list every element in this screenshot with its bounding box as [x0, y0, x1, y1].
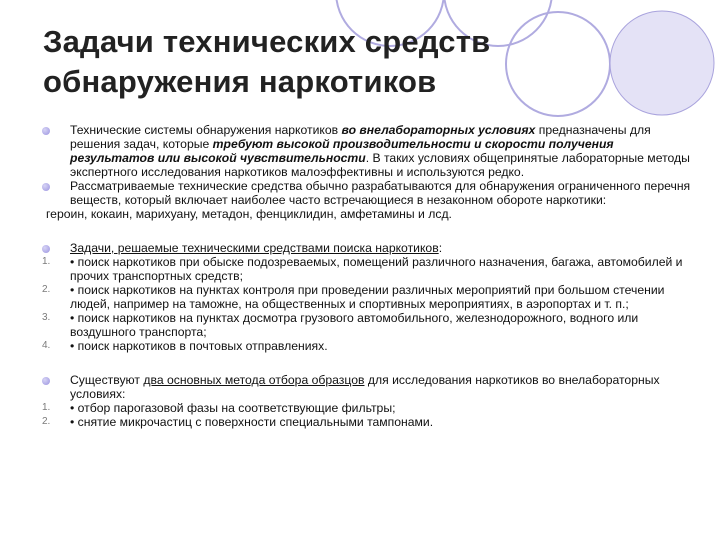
bullet-icon: [42, 245, 50, 253]
paragraph-1: Технические системы обнаружения наркотиков во внелабораторных условиях предназначены для решения задач, которые требуют высокой производительности и скорости получения результатов или высокой чувствительности. В таких условиях общепринятые лабораторные методы экспертного исследования наркотиков малоэффективны и используются редко.: [46, 123, 701, 179]
bullet-icon: [42, 183, 50, 191]
list-number: 2.: [42, 284, 51, 295]
list-number: 3.: [42, 312, 51, 323]
slide-body: [42, 123, 701, 429]
list-number: 1.: [42, 402, 51, 413]
slide-title: [43, 22, 523, 102]
list-number: 2.: [42, 416, 51, 427]
list-item: 4. • поиск наркотиков в почтовых отправлениях.: [42, 339, 328, 353]
list-item: 2. • поиск наркотиков на пунктах контроля при проведении различных мероприятий при большом стечении людей, например на таможне, на общественных и спортивных мероприятиях, в аэропортах и т. п.;: [42, 283, 665, 311]
list-item: 2. • снятие микрочастиц с поверхности специальными тампонами.: [42, 415, 434, 429]
tasks-heading-text: Задачи, решаемые техническими средствами поиска наркотиков: [70, 241, 439, 255]
paragraph-2: Рассматриваемые технические средства обычно разрабатываются для обнаружения ограниченного перечня веществ, который включает наиболее часто встречающиеся в незаконном обороте наркотики:: [46, 179, 701, 207]
decor-circle-4: [610, 11, 714, 115]
sampling-heading: Существуют два основных метода отбора образцов для исследования наркотиков во внелабораторных условиях:: [46, 373, 701, 401]
emphasis-text: во внелабораторных условиях: [341, 123, 536, 137]
paragraph-2-tail: героин, кокаин, марихуану, метадон, фенциклидин, амфетамины и лсд.: [46, 207, 452, 221]
title-line-1: Задачи технических средств: [43, 24, 491, 59]
sampling-underlined-text: два основных метода отбора образцов: [143, 373, 365, 387]
bullet-icon: [42, 377, 50, 385]
title-line-2: обнаружения наркотиков: [43, 64, 437, 99]
tasks-heading: Задачи, решаемые техническими средствами поиска наркотиков:: [46, 241, 701, 255]
emphasis-text: требуют высокой производительности и скорости получения результатов или высокой чувствительности: [70, 137, 614, 165]
list-number: 1.: [42, 256, 51, 267]
bullet-icon: [42, 127, 50, 135]
list-item: 1. • поиск наркотиков при обыске подозреваемых, помещений различного назначения, багажа, автомобилей и прочих транспортных средств;: [42, 255, 683, 283]
list-number: 4.: [42, 340, 51, 351]
list-item: 1. • отбор парогазовой фазы на соответствующие фильтры;: [42, 401, 396, 415]
list-item: 3. • поиск наркотиков на пунктах досмотра грузового автомобильного, железнодорожного, водного или воздушного транспорта;: [42, 311, 639, 339]
